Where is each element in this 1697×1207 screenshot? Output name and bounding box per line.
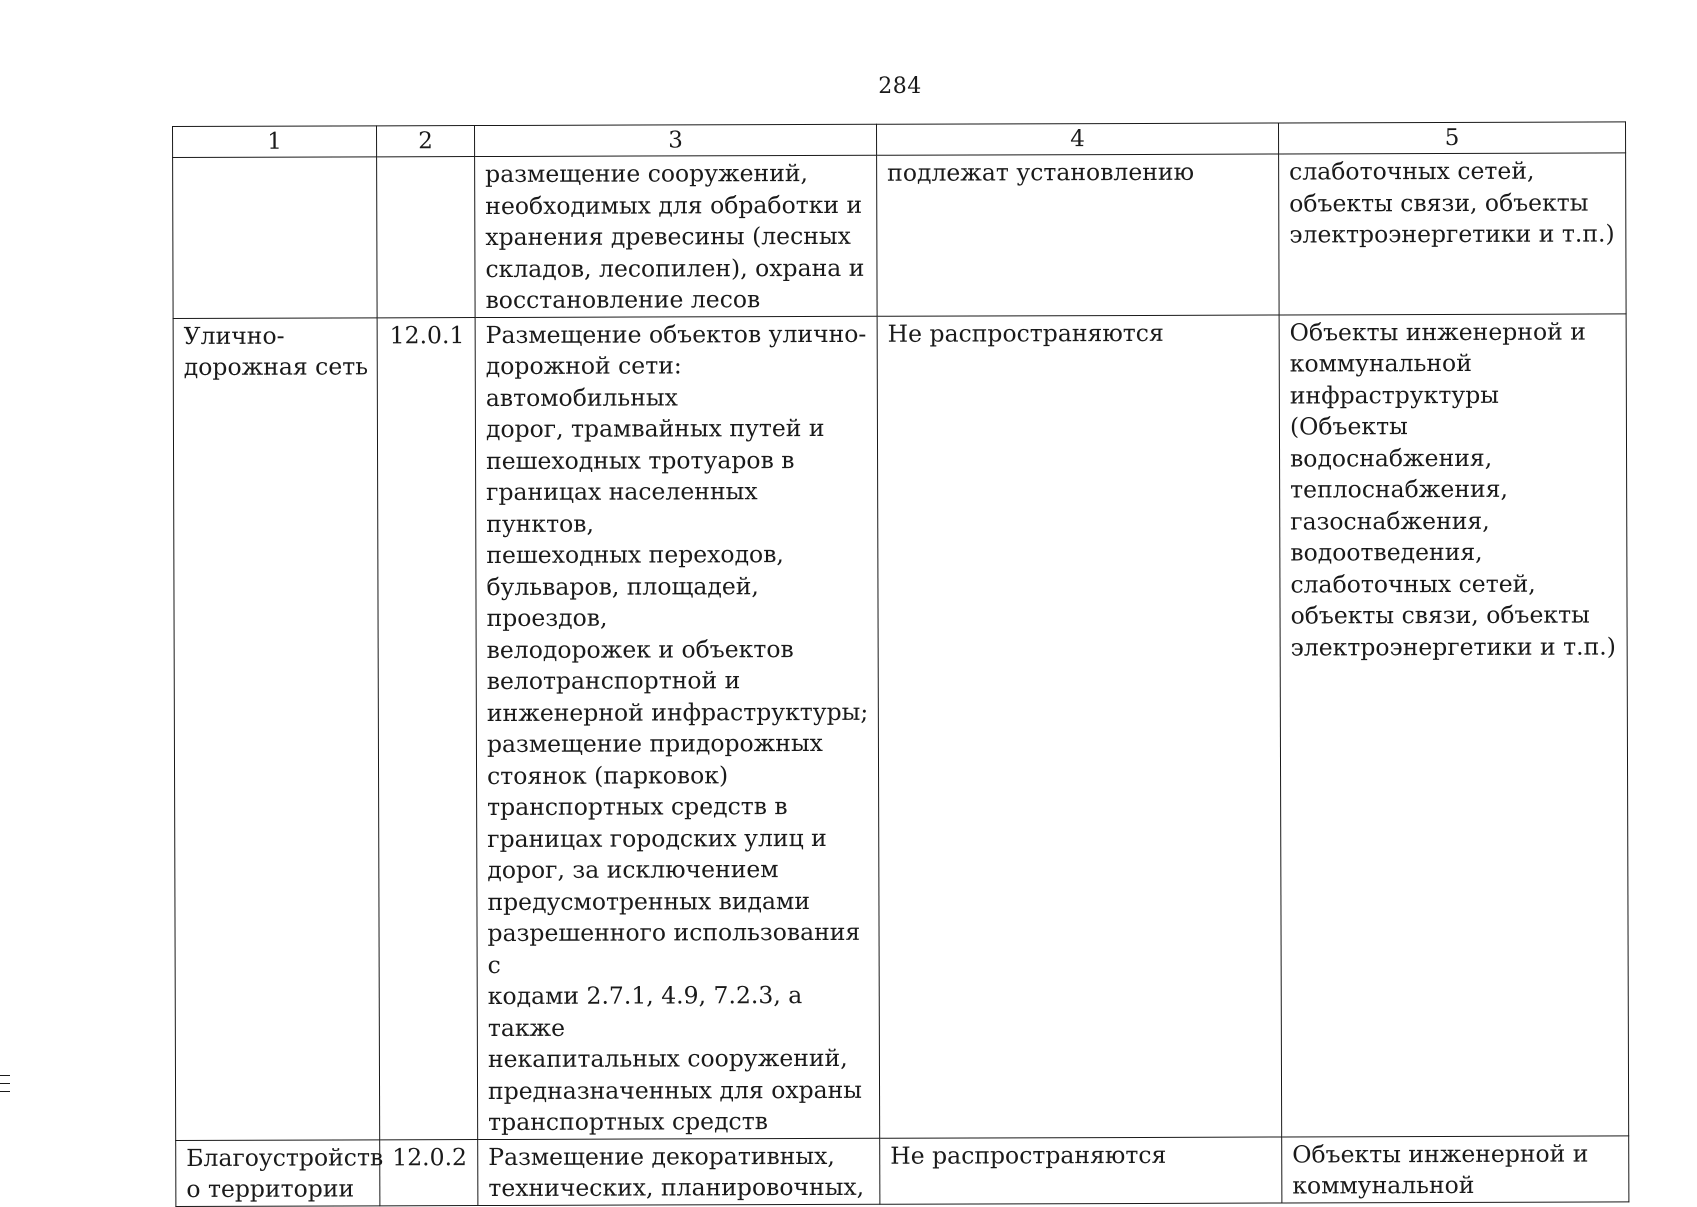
use-type-name: Благоустройств о территории bbox=[176, 1139, 380, 1206]
use-type-name: Улично- дорожная сеть bbox=[173, 317, 380, 1140]
use-type-code: 12.0.2 bbox=[380, 1139, 478, 1205]
scan-edge-mark bbox=[0, 1083, 10, 1084]
land-use-table bbox=[172, 121, 1629, 1206]
use-type-objects: слаботочных сетей, объекты связи, объекты электроэнергетики и т.п.) bbox=[1279, 153, 1627, 315]
use-type-limits: подлежат установлению bbox=[877, 154, 1280, 316]
page-number: 284 bbox=[878, 74, 922, 99]
use-type-description: Размещение объектов улично- дорожной сети: автомобильных дорог, трамвайных путей и пешеходных тротуаров в границах населенных пунктов, пешеходных переходов, бульваров, площадей, проездов, велодорожек и объектов велотранспортной и инженерной инфраструктуры; размещение придорожных стоянок (парковок) транспортных средств в границах городских улиц и дорог, за исключением предусмотренных видами разрешенного использования с кодами 2.7.1, 4.9, 7.2.3, а также некапитальных сооружений, предназначенных для охраны транспортных средств bbox=[475, 316, 880, 1139]
table-row bbox=[173, 153, 1626, 318]
use-type-code bbox=[377, 157, 476, 318]
column-header-3: 3 bbox=[475, 124, 877, 156]
use-type-objects: Объекты инженерной и коммунальной инфраструктуры (Объекты водоснабжения, теплоснабжения, газоснабжения, водоотведения, слаботочных сетей, объекты связи, объекты электроэнергетики и т.п.) bbox=[1279, 313, 1629, 1136]
use-type-description: Размещение декоративных, технических, планировочных, bbox=[478, 1138, 880, 1205]
column-number-row bbox=[173, 122, 1626, 158]
column-header-2: 2 bbox=[377, 126, 475, 157]
table-row bbox=[176, 1135, 1629, 1206]
use-type-name bbox=[173, 157, 378, 318]
use-type-code: 12.0.1 bbox=[377, 317, 478, 1139]
table-row bbox=[173, 313, 1629, 1140]
use-type-limits: Не распространяются bbox=[880, 1137, 1282, 1204]
scan-edge-mark bbox=[0, 1075, 10, 1076]
column-header-5: 5 bbox=[1278, 122, 1625, 154]
use-type-description: размещение сооружений, необходимых для обработки и хранения древесины (лесных складов, лесопилен), охрана и восстановление лесов bbox=[475, 155, 878, 317]
use-type-objects: Объекты инженерной и коммунальной bbox=[1282, 1135, 1629, 1202]
column-header-1: 1 bbox=[173, 126, 377, 158]
scan-edge-mark bbox=[0, 1091, 10, 1092]
column-header-4: 4 bbox=[876, 123, 1278, 155]
use-type-limits: Не распространяются bbox=[877, 315, 1282, 1138]
